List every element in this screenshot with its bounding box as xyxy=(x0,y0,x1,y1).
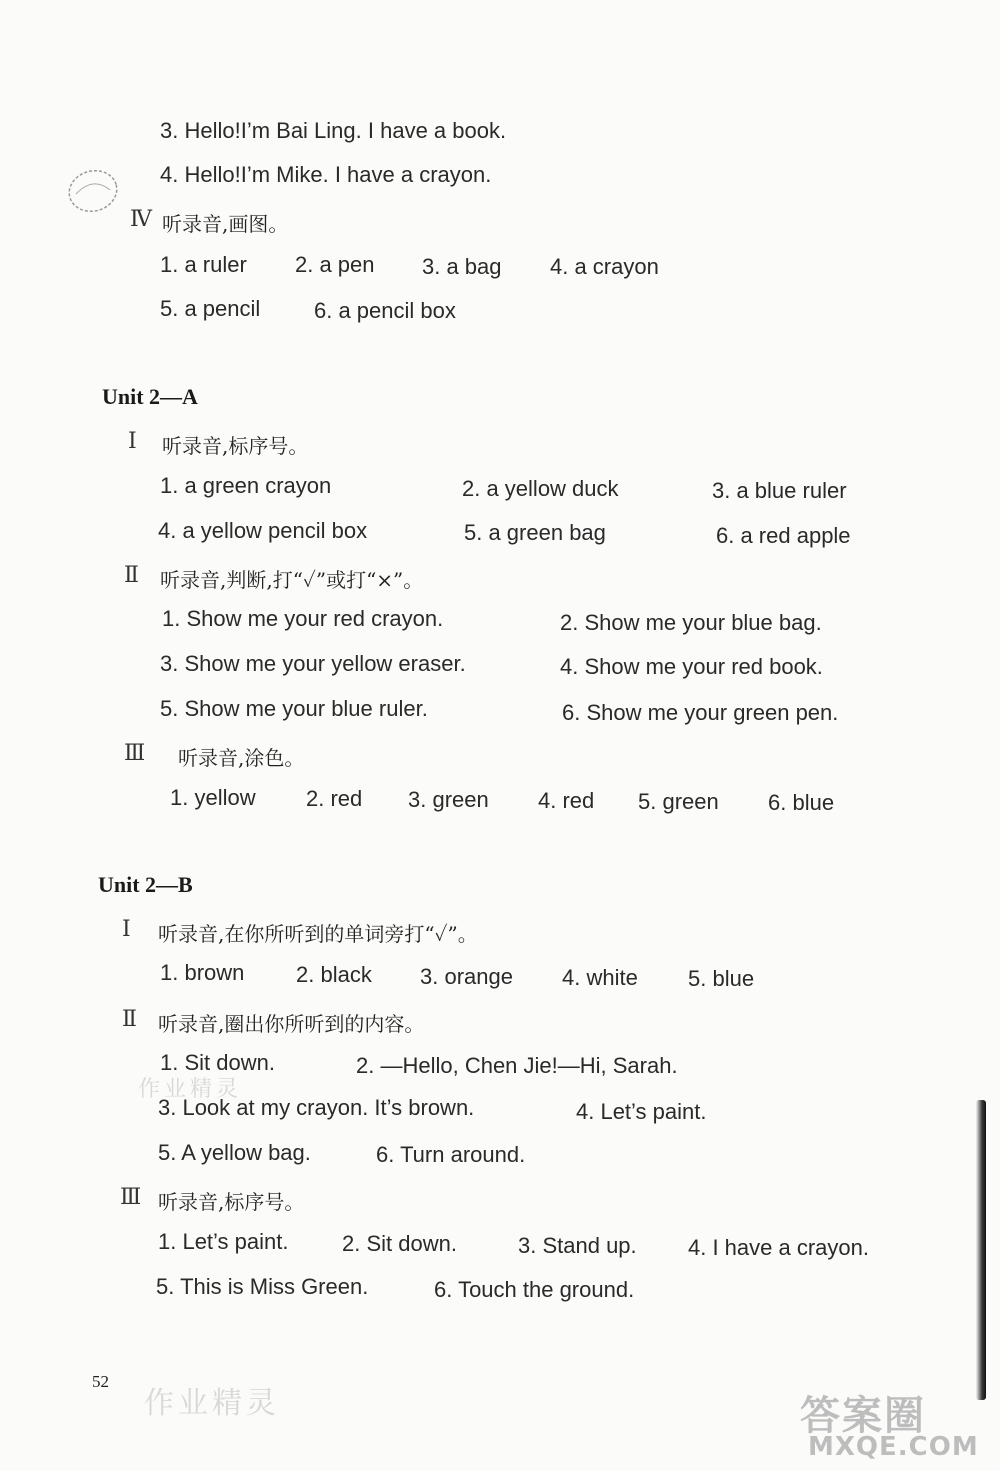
section-instruction: 听录音,圈出你所听到的内容。 xyxy=(158,1012,425,1036)
section-numeral: Ⅰ xyxy=(128,428,137,453)
section-numeral: Ⅱ xyxy=(124,562,139,587)
list-item: 1. Sit down. xyxy=(160,1050,275,1075)
stamp-mark xyxy=(66,166,120,216)
section-numeral: Ⅲ xyxy=(120,1184,142,1209)
text-line: 3. Hello!I’m Bai Ling. I have a book. xyxy=(160,118,507,143)
list-item: 5. Show me your blue ruler. xyxy=(160,696,428,721)
page-binding-edge xyxy=(976,1100,986,1400)
list-item: 3. orange xyxy=(420,964,513,989)
watermark-footer: 作业精灵 xyxy=(144,1386,280,1421)
list-item: 6. Show me your green pen. xyxy=(562,700,839,725)
list-item: 6. blue xyxy=(768,790,835,815)
watermark-site: MXQE.COM xyxy=(808,1432,979,1462)
list-item: 2. black xyxy=(296,962,372,987)
unit-title: Unit 2—B xyxy=(98,872,193,897)
list-item: 3. a blue ruler xyxy=(712,478,847,503)
list-item: 2. red xyxy=(306,786,363,811)
list-item: 6. Turn around. xyxy=(376,1142,526,1167)
list-item: 1. a ruler xyxy=(160,252,247,277)
section-numeral: Ⅳ xyxy=(130,206,152,231)
list-item: 2. —Hello, Chen Jie!—Hi, Sarah. xyxy=(356,1053,678,1078)
list-item: 1. Show me your red crayon. xyxy=(162,606,444,631)
list-item: 6. Touch the ground. xyxy=(434,1277,635,1302)
list-item: 4. I have a crayon. xyxy=(688,1235,869,1260)
section-instruction: 听录音,标序号。 xyxy=(162,434,309,458)
list-item: 3. Show me your yellow eraser. xyxy=(160,651,466,676)
watermark-mid: 作业精灵 xyxy=(138,1077,243,1102)
list-item: 2. Show me your blue bag. xyxy=(560,610,822,635)
section-instruction: 听录音,涂色。 xyxy=(178,746,305,770)
list-item: 2. a yellow duck xyxy=(462,476,619,501)
watermark-logo: 答案圈 xyxy=(800,1393,926,1439)
list-item: 1. a green crayon xyxy=(160,473,332,498)
list-item: 4. a yellow pencil box xyxy=(158,518,368,543)
unit-title: Unit 2—A xyxy=(102,384,198,409)
list-item: 5. a pencil xyxy=(160,296,261,321)
list-item: 3. green xyxy=(408,787,489,812)
section-instruction: 听录音,在你所听到的单词旁打“✓”。 xyxy=(158,922,478,946)
list-item: 6. a red apple xyxy=(716,523,851,548)
list-item: 1. Let’s paint. xyxy=(158,1229,289,1254)
list-item: 4. Show me your red book. xyxy=(560,654,823,679)
section-numeral: Ⅲ xyxy=(124,740,146,765)
list-item: 3. a bag xyxy=(422,254,502,279)
list-item: 6. a pencil box xyxy=(314,298,456,323)
section-instruction: 听录音,标序号。 xyxy=(158,1190,305,1214)
page-number: 52 xyxy=(92,1372,109,1391)
list-item: 1. brown xyxy=(160,960,245,985)
list-item: 5. green xyxy=(638,789,719,814)
list-item: 4. white xyxy=(562,965,638,990)
section-instruction: 听录音,判断,打“✓”或打“×”。 xyxy=(160,568,424,592)
section-numeral: Ⅱ xyxy=(122,1006,137,1031)
list-item: 2. Sit down. xyxy=(342,1231,457,1256)
list-item: 5. This is Miss Green. xyxy=(156,1274,369,1299)
list-item: 4. red xyxy=(538,788,595,813)
list-item: 2. a pen xyxy=(295,252,375,277)
list-item: 1. yellow xyxy=(170,785,256,810)
list-item: 5. A yellow bag. xyxy=(158,1140,311,1165)
section-numeral: Ⅰ xyxy=(122,916,131,941)
section-instruction: 听录音,画图。 xyxy=(162,212,289,236)
list-item: 5. a green bag xyxy=(464,520,606,545)
list-item: 5. blue xyxy=(688,966,755,991)
list-item: 3. Stand up. xyxy=(518,1233,637,1258)
list-item: 3. Look at my crayon. It’s brown. xyxy=(158,1095,475,1120)
text-line: 4. Hello!I’m Mike. I have a crayon. xyxy=(160,162,492,187)
list-item: 4. Let’s paint. xyxy=(576,1099,707,1124)
list-item: 4. a crayon xyxy=(550,254,659,279)
